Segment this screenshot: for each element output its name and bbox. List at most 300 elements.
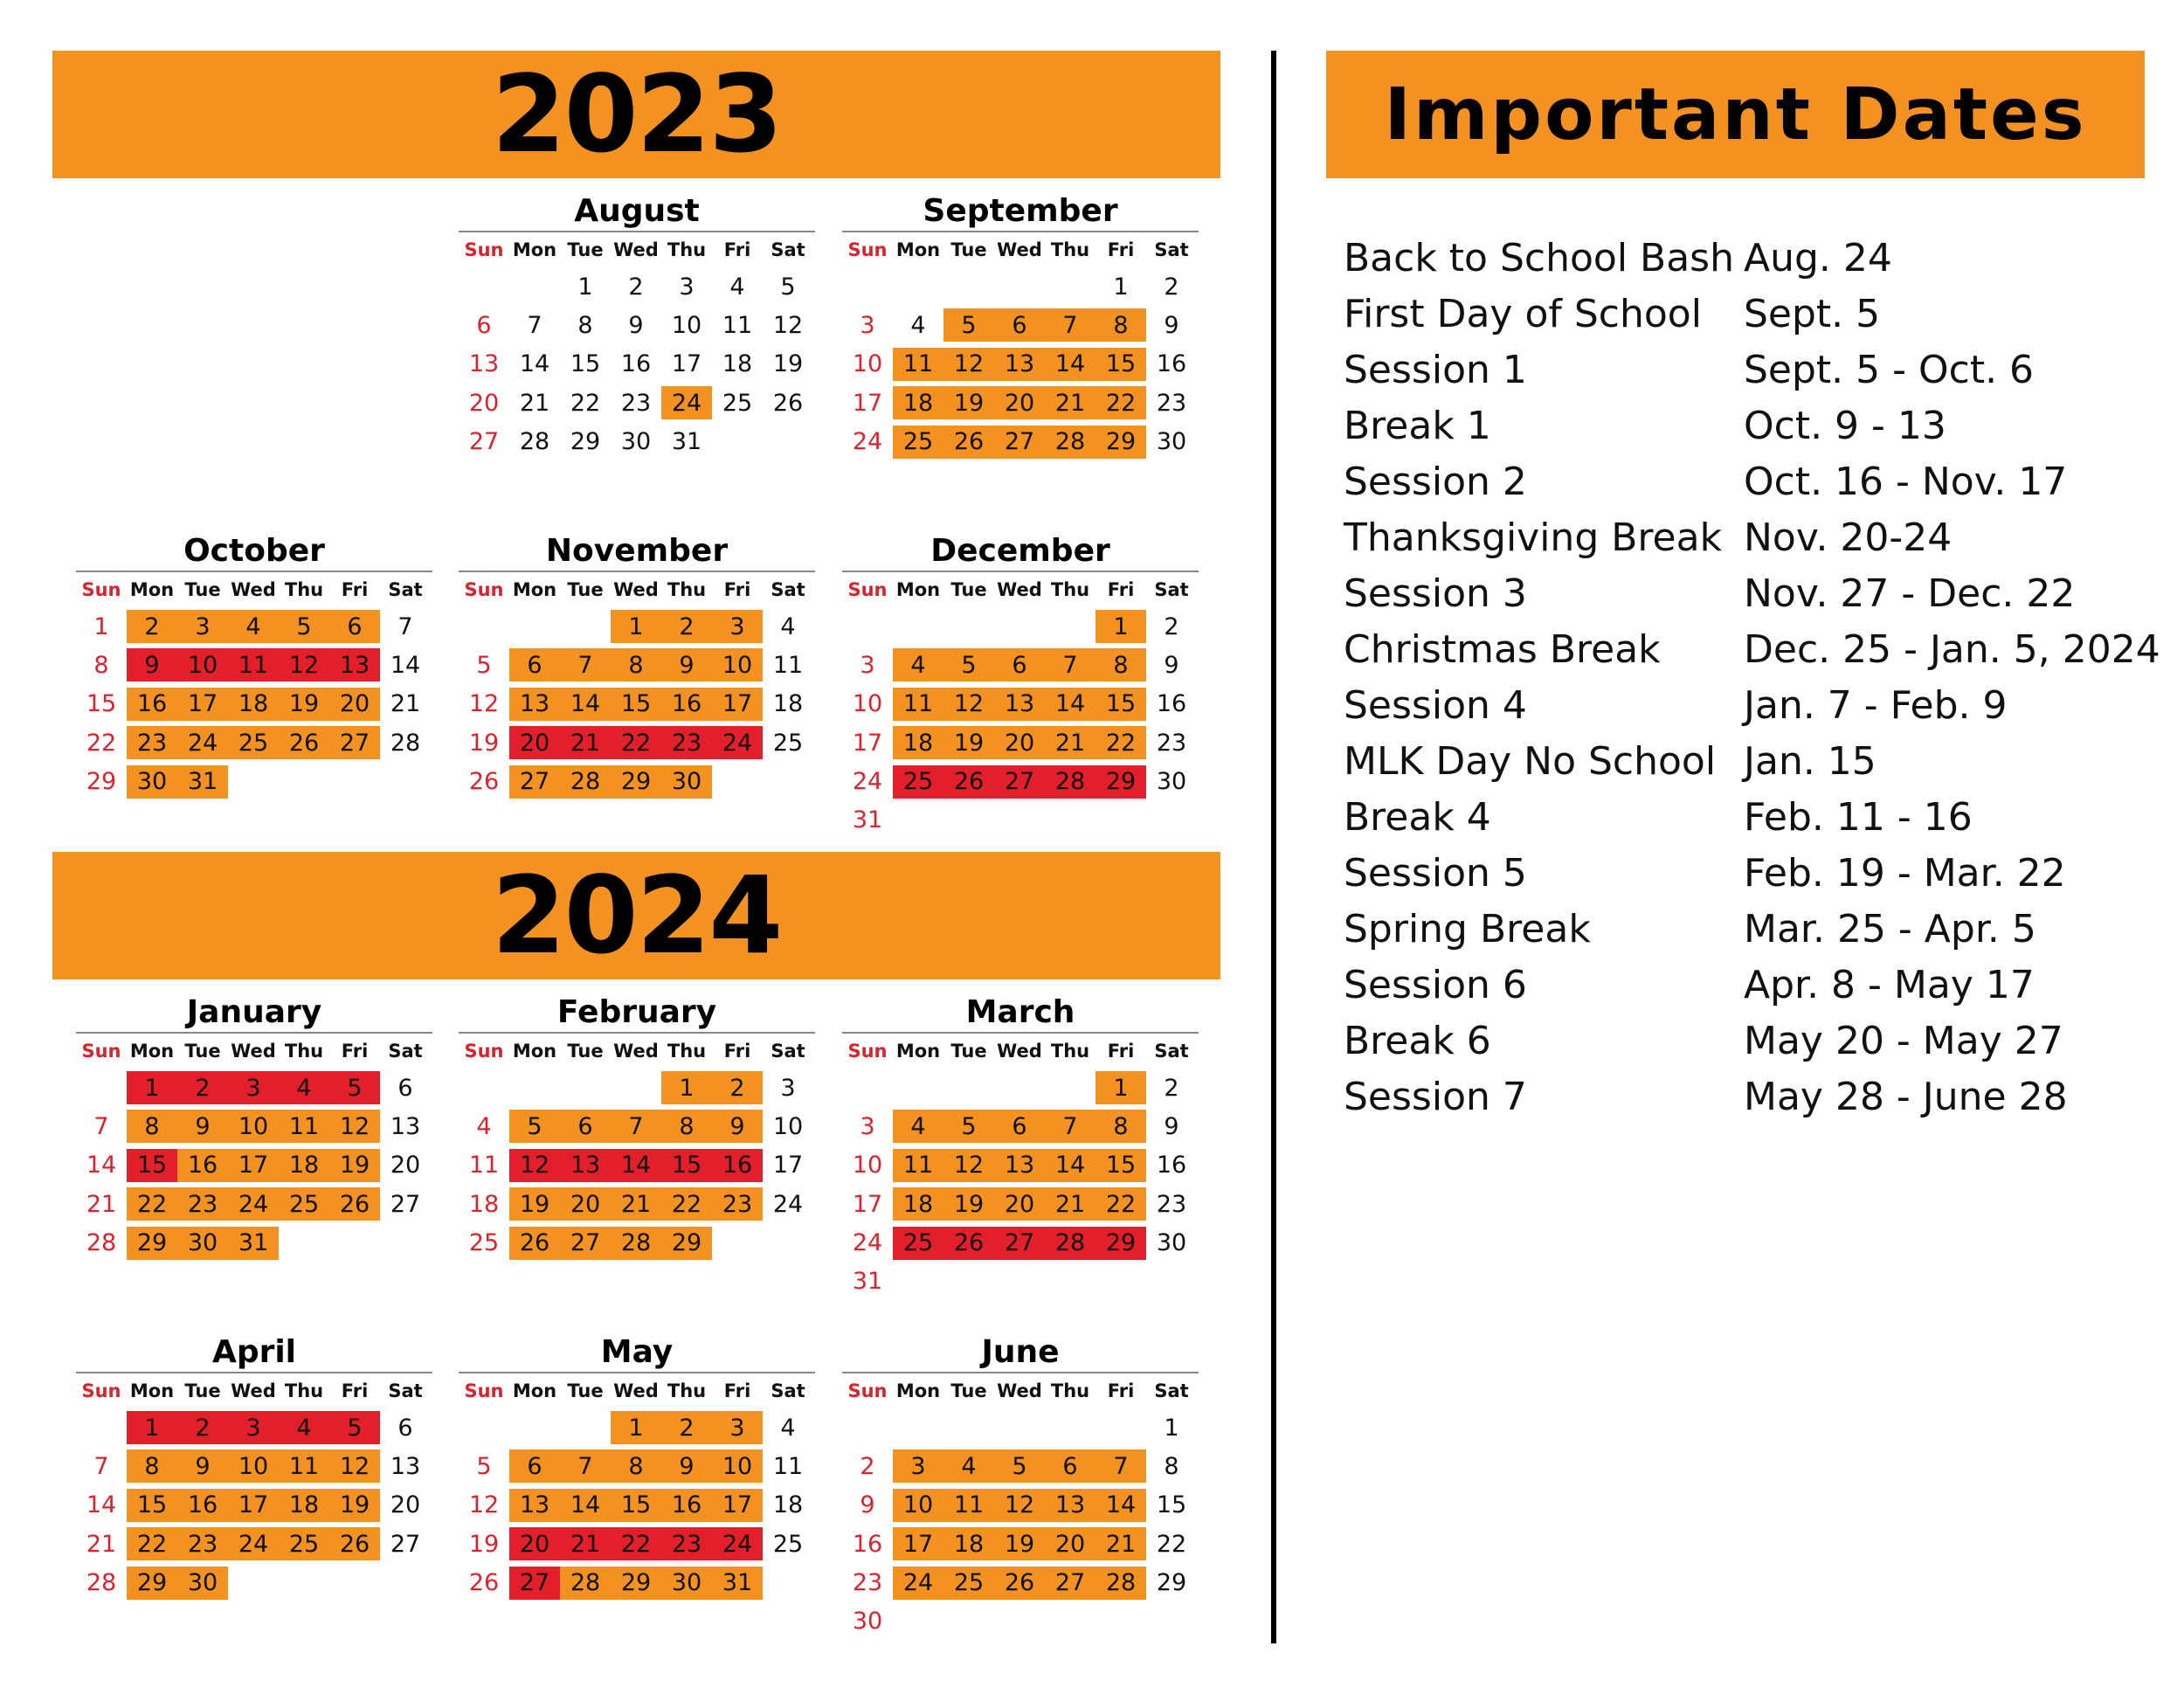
day-cell: 28 xyxy=(560,765,611,799)
important-date-value: May 20 - May 27 xyxy=(1744,1018,2063,1063)
day-cell: 28 xyxy=(1095,1567,1146,1600)
weekday-header xyxy=(842,1034,1199,1069)
weekday-label: Mon xyxy=(512,1380,557,1401)
day-cell: 27 xyxy=(560,1227,611,1260)
important-date-event: Break 6 xyxy=(1344,1018,1491,1063)
empty-day-cell xyxy=(943,610,994,643)
important-dates-title: Important Dates xyxy=(1384,73,2087,156)
weekday-label: Wed xyxy=(613,1041,659,1062)
day-cell: 14 xyxy=(390,651,421,679)
day-cell: 13 xyxy=(390,1452,421,1480)
weekday-label: Thu xyxy=(667,579,707,600)
empty-day-cell xyxy=(842,610,893,643)
day-cell: 14 xyxy=(1045,348,1095,381)
day-cell: 27 xyxy=(468,428,500,456)
weekday-header xyxy=(76,572,432,607)
week-row xyxy=(459,384,815,422)
day-cell: 25 xyxy=(772,1530,804,1558)
day-cell: 22 xyxy=(127,1187,177,1221)
weekday-label: Mon xyxy=(512,239,557,260)
month-september xyxy=(842,192,1199,461)
day-cell: 6 xyxy=(994,648,1045,681)
day-cell: 8 xyxy=(661,1110,712,1143)
day-cell: 17 xyxy=(852,389,883,417)
day-cell: 10 xyxy=(852,1152,883,1180)
day-cell: 9 xyxy=(127,648,177,681)
empty-day-cell xyxy=(994,610,1045,643)
important-date-event: Spring Break xyxy=(1344,906,1591,951)
week-row xyxy=(76,763,432,801)
day-cell: 21 xyxy=(560,726,611,759)
week-row xyxy=(459,723,815,762)
day-cell: 29 xyxy=(1095,1227,1146,1260)
day-cell: 2 xyxy=(177,1071,228,1104)
day-cell: 29 xyxy=(661,1227,712,1260)
weekday-label: Thu xyxy=(1050,579,1090,600)
day-cell: 18 xyxy=(722,350,753,378)
day-cell: 3 xyxy=(780,1074,796,1102)
empty-day-cell xyxy=(1146,1265,1197,1298)
day-cell: 2 xyxy=(860,1452,875,1480)
week-row xyxy=(842,1185,1199,1223)
day-cell: 6 xyxy=(994,308,1045,342)
week-row xyxy=(842,423,1199,461)
week-row xyxy=(842,1564,1199,1602)
day-cell: 28 xyxy=(86,1229,117,1257)
weekday-label: Sat xyxy=(1154,1041,1189,1062)
week-row xyxy=(842,1107,1199,1145)
empty-day-cell xyxy=(943,1411,994,1444)
day-cell: 12 xyxy=(468,690,500,718)
day-cell: 6 xyxy=(994,1110,1045,1143)
important-date-row xyxy=(1344,957,2147,1013)
day-cell: 23 xyxy=(661,726,712,759)
day-cell: 7 xyxy=(1045,648,1095,681)
day-cell: 26 xyxy=(943,425,994,459)
empty-day-cell xyxy=(459,270,509,303)
day-cell: 8 xyxy=(1095,308,1146,342)
empty-day-cell xyxy=(763,425,813,459)
day-cell: 7 xyxy=(1045,308,1095,342)
week-row xyxy=(459,1447,815,1485)
day-cell: 29 xyxy=(86,768,117,796)
day-cell: 10 xyxy=(228,1449,279,1483)
day-cell: 1 xyxy=(611,610,661,643)
important-date-value: Jan. 15 xyxy=(1744,738,1876,784)
weekday-label: Sat xyxy=(771,579,805,600)
week-row xyxy=(459,306,815,344)
day-cell: 4 xyxy=(893,648,943,681)
weekday-label: Sat xyxy=(771,239,805,260)
empty-day-cell xyxy=(76,1071,127,1104)
day-cell: 1 xyxy=(611,1411,661,1444)
day-cell: 1 xyxy=(127,1071,177,1104)
weekday-label: Sat xyxy=(1154,579,1189,600)
week-row xyxy=(842,1408,1199,1447)
day-cell: 25 xyxy=(893,425,943,459)
week-row xyxy=(842,1602,1199,1641)
day-cell: 17 xyxy=(772,1152,804,1180)
day-cell: 16 xyxy=(712,1149,763,1182)
day-cell: 19 xyxy=(329,1489,380,1522)
day-cell: 16 xyxy=(127,688,177,721)
day-cell: 15 xyxy=(1095,1149,1146,1182)
weekday-label: Sat xyxy=(388,579,423,600)
day-cell: 12 xyxy=(943,688,994,721)
week-row xyxy=(459,685,815,723)
day-cell: 27 xyxy=(390,1530,421,1558)
day-cell: 14 xyxy=(560,688,611,721)
empty-day-cell xyxy=(1095,1265,1146,1298)
day-cell: 2 xyxy=(1164,1074,1179,1102)
day-cell: 26 xyxy=(468,1569,500,1597)
day-cell: 25 xyxy=(893,765,943,799)
day-cell: 15 xyxy=(1095,688,1146,721)
important-date-event: First Day of School xyxy=(1344,291,1702,336)
day-cell: 23 xyxy=(127,726,177,759)
day-cell: 16 xyxy=(1156,690,1187,718)
month-name: February xyxy=(459,993,815,1034)
day-cell: 20 xyxy=(1045,1527,1095,1560)
day-cell: 5 xyxy=(780,273,796,301)
important-date-value: Aug. 24 xyxy=(1744,235,1892,280)
day-cell: 30 xyxy=(127,765,177,799)
empty-day-cell xyxy=(509,270,560,303)
day-cell: 6 xyxy=(397,1074,413,1102)
empty-day-cell xyxy=(509,1071,560,1104)
important-date-value: Nov. 27 - Dec. 22 xyxy=(1744,571,2076,616)
weekday-label: Fri xyxy=(1107,579,1135,600)
day-cell: 24 xyxy=(712,1527,763,1560)
day-cell: 6 xyxy=(1045,1449,1095,1483)
day-cell: 7 xyxy=(560,648,611,681)
day-cell: 5 xyxy=(943,308,994,342)
day-cell: 4 xyxy=(279,1071,329,1104)
day-cell: 18 xyxy=(772,690,804,718)
day-cell: 24 xyxy=(772,1190,804,1218)
day-cell: 22 xyxy=(1095,1187,1146,1221)
day-cell: 23 xyxy=(1156,389,1187,417)
day-cell: 24 xyxy=(177,726,228,759)
week-row xyxy=(842,1224,1199,1263)
empty-day-cell xyxy=(763,1567,813,1600)
empty-day-cell xyxy=(842,1071,893,1104)
day-cell: 16 xyxy=(852,1530,883,1558)
week-row xyxy=(459,646,815,684)
day-cell: 12 xyxy=(994,1489,1045,1522)
empty-day-cell xyxy=(893,1605,943,1638)
weekday-label: Mon xyxy=(895,1380,941,1401)
day-cell: 24 xyxy=(852,768,883,796)
day-cell: 10 xyxy=(671,311,702,339)
weekday-label: Wed xyxy=(997,1041,1042,1062)
day-cell: 28 xyxy=(86,1569,117,1597)
day-cell: 29 xyxy=(1095,765,1146,799)
day-cell: 9 xyxy=(1164,1112,1179,1140)
empty-day-cell xyxy=(560,610,611,643)
day-cell: 11 xyxy=(722,311,753,339)
day-cell: 8 xyxy=(93,651,109,679)
day-cell: 8 xyxy=(1164,1452,1179,1480)
day-cell: 23 xyxy=(661,1527,712,1560)
week-row xyxy=(842,267,1199,306)
day-cell: 11 xyxy=(228,648,279,681)
day-cell: 15 xyxy=(127,1489,177,1522)
empty-day-cell xyxy=(560,1411,611,1444)
day-cell: 28 xyxy=(611,1227,661,1260)
day-cell: 31 xyxy=(852,806,883,834)
day-cell: 6 xyxy=(397,1414,413,1442)
important-date-event: Break 1 xyxy=(1344,403,1491,448)
week-row xyxy=(459,423,815,461)
week-row xyxy=(842,607,1199,646)
important-date-event: Session 2 xyxy=(1344,459,1527,504)
month-may xyxy=(459,1333,815,1602)
empty-day-cell xyxy=(893,804,943,837)
week-row xyxy=(842,384,1199,422)
day-cell: 26 xyxy=(329,1187,380,1221)
empty-day-cell xyxy=(459,1071,509,1104)
day-cell: 26 xyxy=(772,389,804,417)
important-date-row xyxy=(1344,398,2147,453)
day-cell: 27 xyxy=(994,425,1045,459)
weekday-label: Wed xyxy=(231,579,276,600)
month-name: May xyxy=(459,1333,815,1373)
day-cell: 4 xyxy=(476,1112,492,1140)
day-cell: 27 xyxy=(994,1227,1045,1260)
empty-day-cell xyxy=(1045,1071,1095,1104)
weekday-label: Mon xyxy=(895,579,941,600)
day-cell: 20 xyxy=(390,1152,421,1180)
day-cell: 13 xyxy=(994,348,1045,381)
important-date-value: Feb. 11 - 16 xyxy=(1744,794,1973,840)
weekday-label: Sat xyxy=(1154,239,1189,260)
week-row xyxy=(459,763,815,801)
day-cell: 22 xyxy=(1156,1530,1187,1558)
day-cell: 7 xyxy=(611,1110,661,1143)
weekday-label: Thu xyxy=(667,1041,707,1062)
week-row xyxy=(842,723,1199,762)
empty-day-cell xyxy=(943,1071,994,1104)
day-cell: 1 xyxy=(577,273,593,301)
day-cell: 7 xyxy=(1095,1449,1146,1483)
empty-day-cell xyxy=(329,1227,380,1260)
week-row xyxy=(459,1224,815,1263)
month-name: January xyxy=(76,993,432,1034)
day-cell: 19 xyxy=(279,688,329,721)
day-cell: 19 xyxy=(468,1530,500,1558)
empty-day-cell xyxy=(1045,610,1095,643)
empty-day-cell xyxy=(1095,804,1146,837)
day-cell: 29 xyxy=(127,1567,177,1600)
day-cell: 25 xyxy=(279,1187,329,1221)
day-cell: 25 xyxy=(279,1527,329,1560)
weekday-label: Fri xyxy=(723,239,751,260)
day-cell: 8 xyxy=(611,648,661,681)
important-date-row xyxy=(1344,509,2147,565)
day-cell: 9 xyxy=(177,1449,228,1483)
week-row xyxy=(842,1525,1199,1563)
day-cell: 1 xyxy=(1095,1071,1146,1104)
empty-day-cell xyxy=(279,765,329,799)
day-cell: 25 xyxy=(722,389,753,417)
day-cell: 21 xyxy=(86,1530,117,1558)
day-cell: 16 xyxy=(177,1489,228,1522)
week-row xyxy=(76,1107,432,1145)
day-cell: 19 xyxy=(943,726,994,759)
day-cell: 20 xyxy=(390,1491,421,1519)
week-row xyxy=(459,1146,815,1185)
month-name: December xyxy=(842,532,1199,572)
weekday-header xyxy=(459,1373,815,1408)
empty-day-cell xyxy=(943,1605,994,1638)
day-cell: 13 xyxy=(390,1112,421,1140)
day-cell: 28 xyxy=(1045,425,1095,459)
day-cell: 15 xyxy=(1156,1491,1187,1519)
weekday-label: Tue xyxy=(567,1380,604,1401)
day-cell: 18 xyxy=(279,1149,329,1182)
day-cell: 30 xyxy=(661,765,712,799)
weekday-label: Sun xyxy=(81,1380,121,1401)
weekday-label: Sun xyxy=(464,1041,504,1062)
day-cell: 14 xyxy=(1045,688,1095,721)
important-date-event: Session 4 xyxy=(1344,682,1527,728)
empty-day-cell xyxy=(763,765,813,799)
day-cell: 14 xyxy=(86,1491,117,1519)
day-cell: 23 xyxy=(712,1187,763,1221)
day-cell: 17 xyxy=(712,1489,763,1522)
day-cell: 19 xyxy=(943,386,994,419)
day-cell: 29 xyxy=(1156,1569,1187,1597)
day-cell: 26 xyxy=(943,765,994,799)
week-row xyxy=(459,1107,815,1145)
day-cell: 2 xyxy=(127,610,177,643)
important-date-row xyxy=(1344,1069,2147,1124)
empty-day-cell xyxy=(380,1227,431,1260)
day-cell: 7 xyxy=(560,1449,611,1483)
day-cell: 8 xyxy=(1095,1110,1146,1143)
weekday-label: Mon xyxy=(895,239,941,260)
day-cell: 8 xyxy=(611,1449,661,1483)
weekday-label: Thu xyxy=(1050,1380,1090,1401)
important-date-value: Oct. 9 - 13 xyxy=(1744,403,1946,448)
day-cell: 22 xyxy=(611,726,661,759)
day-cell: 10 xyxy=(852,350,883,378)
day-cell: 3 xyxy=(712,610,763,643)
day-cell: 2 xyxy=(1164,273,1179,301)
day-cell: 28 xyxy=(1045,765,1095,799)
day-cell: 21 xyxy=(1045,386,1095,419)
empty-day-cell xyxy=(893,1411,943,1444)
year-2023-title: 2023 xyxy=(491,52,782,176)
day-cell: 28 xyxy=(560,1567,611,1600)
empty-day-cell xyxy=(228,765,279,799)
day-cell: 20 xyxy=(994,1187,1045,1221)
day-cell: 24 xyxy=(228,1187,279,1221)
day-cell: 19 xyxy=(468,729,500,757)
day-cell: 12 xyxy=(329,1449,380,1483)
week-row xyxy=(842,763,1199,801)
day-cell: 11 xyxy=(772,1452,804,1480)
day-cell: 30 xyxy=(177,1567,228,1600)
important-date-event: Break 4 xyxy=(1344,794,1491,840)
weekday-label: Sat xyxy=(771,1380,805,1401)
day-cell: 25 xyxy=(772,729,804,757)
empty-day-cell xyxy=(712,1227,763,1260)
week-row xyxy=(842,306,1199,344)
day-cell: 15 xyxy=(661,1149,712,1182)
month-name: November xyxy=(459,532,815,572)
day-cell: 19 xyxy=(943,1187,994,1221)
empty-day-cell xyxy=(1045,1605,1095,1638)
day-cell: 17 xyxy=(852,1190,883,1218)
important-date-event: Session 7 xyxy=(1344,1074,1527,1119)
day-cell: 4 xyxy=(893,1110,943,1143)
day-cell: 4 xyxy=(780,612,796,640)
day-cell: 22 xyxy=(611,1527,661,1560)
important-date-row xyxy=(1344,453,2147,509)
weekday-label: Tue xyxy=(184,1041,221,1062)
day-cell: 15 xyxy=(611,688,661,721)
day-cell: 3 xyxy=(177,610,228,643)
day-cell: 17 xyxy=(177,688,228,721)
month-october xyxy=(76,532,432,801)
empty-day-cell xyxy=(1095,1605,1146,1638)
weekday-label: Thu xyxy=(1050,239,1090,260)
day-cell: 12 xyxy=(943,348,994,381)
empty-day-cell xyxy=(763,1227,813,1260)
important-date-row xyxy=(1344,565,2147,621)
day-cell: 11 xyxy=(279,1449,329,1483)
day-cell: 13 xyxy=(509,1489,560,1522)
day-cell: 16 xyxy=(177,1149,228,1182)
empty-day-cell xyxy=(712,765,763,799)
day-cell: 8 xyxy=(577,311,593,339)
empty-day-cell xyxy=(380,765,431,799)
day-cell: 8 xyxy=(1095,648,1146,681)
day-cell: 5 xyxy=(476,1452,492,1480)
day-cell: 19 xyxy=(994,1527,1045,1560)
weekday-label: Fri xyxy=(723,1041,751,1062)
day-cell: 22 xyxy=(1095,386,1146,419)
day-cell: 16 xyxy=(1156,1152,1187,1180)
day-cell: 1 xyxy=(93,612,109,640)
empty-day-cell xyxy=(329,1567,380,1600)
day-cell: 15 xyxy=(570,350,601,378)
day-cell: 27 xyxy=(509,765,560,799)
day-cell: 20 xyxy=(994,386,1045,419)
week-row xyxy=(842,1263,1199,1301)
empty-day-cell xyxy=(994,804,1045,837)
day-cell: 19 xyxy=(329,1149,380,1182)
weekday-label: Tue xyxy=(950,239,987,260)
weekday-label: Wed xyxy=(997,1380,1042,1401)
weekday-label: Thu xyxy=(284,1380,324,1401)
day-cell: 31 xyxy=(177,765,228,799)
month-march xyxy=(842,993,1199,1301)
day-cell: 11 xyxy=(893,688,943,721)
day-cell: 15 xyxy=(127,1149,177,1182)
empty-day-cell xyxy=(1146,804,1197,837)
empty-day-cell xyxy=(509,610,560,643)
day-cell: 30 xyxy=(620,428,652,456)
day-cell: 1 xyxy=(127,1411,177,1444)
day-cell: 14 xyxy=(611,1149,661,1182)
important-date-event: Session 3 xyxy=(1344,571,1527,616)
day-cell: 1 xyxy=(1113,273,1129,301)
day-cell: 27 xyxy=(994,765,1045,799)
weekday-label: Fri xyxy=(723,579,751,600)
